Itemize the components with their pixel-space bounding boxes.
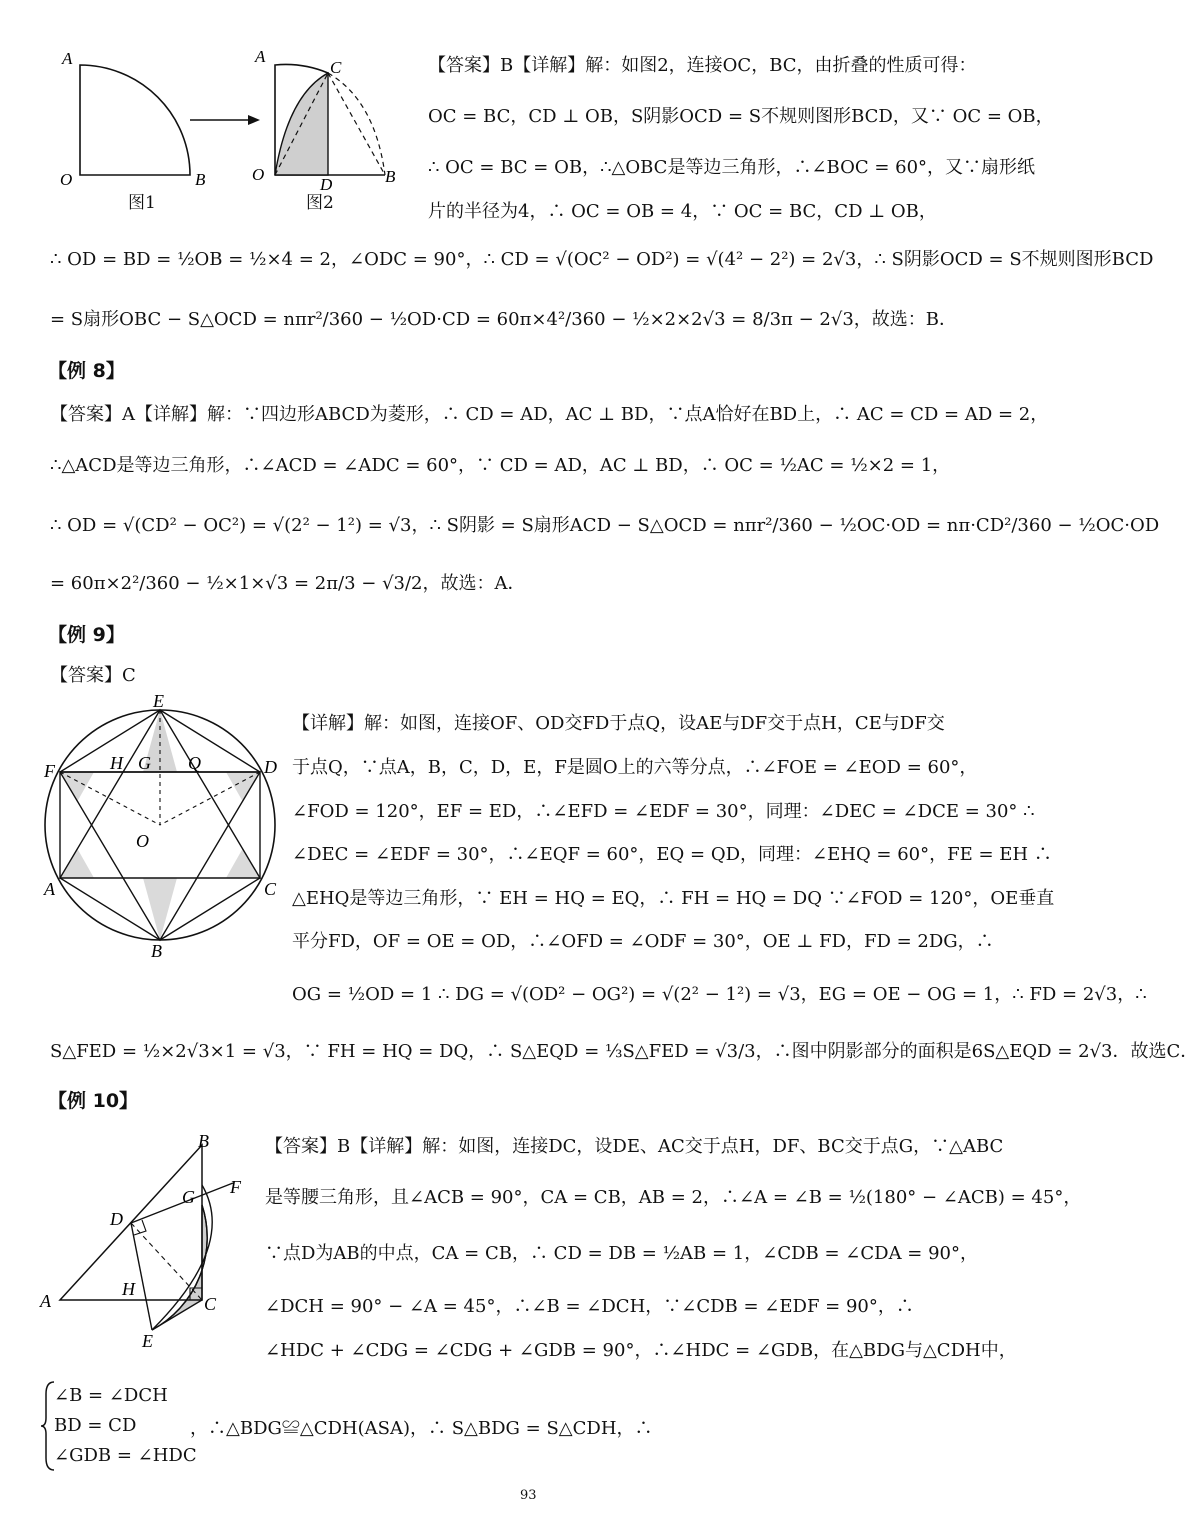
hex-label-b: B [151,941,162,961]
fig2-label-d: D [320,175,333,194]
ex10-line-1: 【答案】B【详解】解：如图，连接DC，设DE、AC交于点H，DF、BC交于点G，∵△ABC [265,1136,1004,1157]
ex10-line-4: ∠DCH = 90° − ∠A = 45°，∴∠B = ∠DCH，∵∠CDB = ∠EDF = 90°，∴ [265,1296,914,1317]
figure-1-2 [50,40,420,220]
tri-label-c: C [204,1294,217,1314]
ex9-header: 【例 9】 [48,624,125,646]
hexagon-circle-figure [30,691,285,961]
ex9-answer: 【答案】C [50,665,136,686]
ex7-line-2: OC = BC，CD ⊥ OB，S阴影OCD = S不规则图形BCD，又∵ OC = OB， [428,106,1054,127]
ex9-line-5: △EHQ是等边三角形，∵ EH = HQ = EQ，∴ FH = HQ = DQ ∵∠FOD = 120°，OE垂直 [292,888,1055,909]
ex8-line-3: ∴ OD = √(CD² − OC²) = √(2² − 1²) = √3，∴ S阴影 = S扇形ACD − S△OCD = nπr²/360 − ½OC·OD = nπ·CD²/360 − ½OC·OD [50,515,1160,536]
hex-label-a: A [44,879,55,899]
hex-label-d: D [264,757,277,777]
ex7-line-4: 片的半径为4，∴ OC = OB = 4，∵ OC = BC，CD ⊥ OB， [428,201,937,222]
ex7-line-1: 【答案】B【详解】解：如图2，连接OC，BC，由折叠的性质可得： [428,55,977,76]
hex-label-e: E [153,691,164,711]
ex10-line-3: ∵点D为AB的中点，CA = CB，∴ CD = DB = ½AB = 1，∠CDB = ∠CDA = 90°， [265,1243,978,1264]
system-eq-3: ∠GDB = ∠HDC [54,1445,197,1466]
hex-label-f: F [44,761,55,781]
ex10-line-2: 是等腰三角形，且∠ACB = 90°，CA = CB，AB = 2，∴∠A = ∠B = ½(180° − ∠ACB) = 45°， [265,1187,1082,1208]
ex9-line-7: OG = ½OD = 1 ∴ DG = √(OD² − OG²) = √(2² − 1²) = √3，EG = OE − OG = 1，∴ FD = 2√3，∴ [292,984,1147,1005]
ex7-line-3: ∴ OC = BC = OB，∴△OBC是等边三角形，∴∠BOC = 60°，又∵扇形纸 [428,157,1036,178]
ex9-line-8: S△FED = ½×2√3×1 = √3，∵ FH = HQ = DQ，∴ S△EQD = ⅓S△FED = √3/3，∴图中阴影部分的面积是6S△EQD = 2√3．故选C． [50,1041,1198,1062]
tri-label-f: F [230,1177,241,1197]
ex10-header: 【例 10】 [48,1090,139,1112]
fig2-label-a: A [255,47,266,66]
hex-label-o: O [136,831,149,851]
tri-label-d: D [110,1209,123,1229]
ex9-line-3: ∠FOD = 120°，EF = ED，∴∠EFD = ∠EDF = 30°，同理：∠DEC = ∠DCE = 30° ∴ [292,801,1035,822]
ex8-line-1: 【答案】A【详解】解：∵四边形ABCD为菱形，∴ CD = AD，AC ⊥ BD，∵点A恰好在BD上，∴ AC = CD = AD = 2， [50,404,1049,425]
ex9-line-6: 平分FD，OF = OE = OD，∴∠OFD = ∠ODF = 30°，OE ⊥ FD，FD = 2DG，∴ [292,931,994,952]
tri-label-h: H [122,1279,135,1299]
system-eq-1: ∠B = ∠DCH [54,1385,168,1406]
fig1-label-b: B [195,170,206,189]
fig2-label-c: C [330,58,342,77]
page-number: 93 [520,1488,537,1503]
fig2-label-o: O [252,165,265,184]
tri-label-g: G [182,1187,195,1207]
system-eq-2: BD = CD [54,1415,137,1436]
ex9-line-2: 于点Q，∵点A，B，C，D，E，F是圆O上的六等分点，∴∠FOE = ∠EOD = 60°， [292,757,978,778]
ex8-line-4: = 60π×2²/360 − ½×1×√3 = 2π/3 − √3/2，故选：A． [50,573,526,594]
hex-label-c: C [264,879,277,899]
ex10-line-5: ∠HDC + ∠CDG = ∠CDG + ∠GDB = 90°，∴∠HDC = ∠GDB，在△BDG与△CDH中， [265,1340,1017,1361]
isosceles-triangle-figure [30,1125,260,1355]
ex7-line-5: ∴ OD = BD = ½OB = ½×4 = 2，∠ODC = 90°，∴ CD = √(OC² − OD²) = √(4² − 2²) = 2√3，∴ S阴影OCD = S不规则图形BCD [50,249,1154,270]
system-conclusion: ，∴△BDG≌△CDH(ASA)，∴ S△BDG = S△CDH，∴ [190,1418,653,1439]
ex9-line-1: 【详解】解：如图，连接OF、OD交FD于点Q，设AE与DF交于点H，CE与DF交 [292,713,945,734]
ex9-line-4: ∠DEC = ∠EDF = 30°，∴∠EQF = 60°，EQ = QD，同理：∠EHQ = 60°，FE = EH ∴ [292,844,1052,865]
tri-label-b: B [198,1131,209,1151]
ex8-header: 【例 8】 [48,360,125,382]
hex-label-g: G [138,753,151,773]
ex8-line-2: ∴△ACD是等边三角形，∴∠ACD = ∠ADC = 60°，∵ CD = AD，AC ⊥ BD，∴ OC = ½AC = ½×2 = 1， [50,455,951,476]
tri-label-e: E [142,1331,153,1351]
figure-2-caption: 图2 [306,193,334,213]
hex-label-q: Q [188,753,201,773]
figure-1-caption: 图1 [128,193,156,213]
ex7-line-6: = S扇形OBC − S△OCD = nπr²/360 − ½OD·CD = 60π×4²/360 − ½×2×2√3 = 8/3π − 2√3，故选：B． [50,309,958,330]
fig1-label-o: O [60,170,73,189]
fig1-label-a: A [62,49,73,68]
tri-label-a: A [40,1291,51,1311]
fig2-label-b: B [385,167,396,186]
hex-label-h: H [110,753,123,773]
